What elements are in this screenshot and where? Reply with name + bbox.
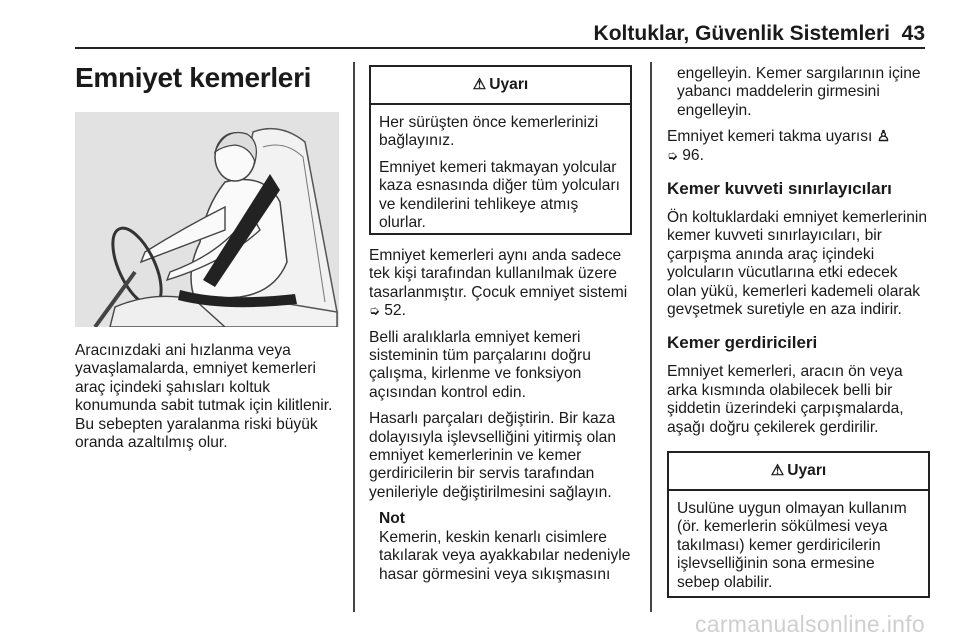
page-number: 43 — [901, 22, 925, 45]
seatbelt-illustration-graphic — [75, 112, 339, 327]
warning-body-2 — [669, 491, 928, 592]
col2-paragraph-3: Hasarlı parçaları değiştirin. Bir kaza dolayısıyla işlevselliğini yitirmiş olan emniyet kemerlerinin ve kemer gerdiricilerin bir servis tarafından yenileriyle değiştirilmesini sağlayın. — [369, 410, 616, 501]
note-text: Kemerin, keskin kenarlı cisimlere takılarak veya ayakkabılar nedeniyle hasar görmesini veya sıkışmasını — [379, 528, 631, 583]
heading-belt-pretensioners: Kemer gerdiricileri — [667, 333, 818, 353]
col2-paragraph-1-text: Emniyet kemerleri aynı anda sadece tek kişi tarafından kullanılmak üzere tasarlanmıştır. Çocuk emniyet sistemi — [369, 247, 628, 301]
warning-triangle-icon: ⚠ — [770, 462, 785, 479]
warning-triangle-icon: ⚠ — [472, 76, 487, 93]
belt-force-limiters-text: Ön koltuklardaki emniyet kemerlerinin kemer kuvveti sınırlayıcıları, bir çarpışma anında araç içindeki yolcuların vücutlarına etki edecek olan yükü, kemerleri kademeli olarak gevşetmek suretiyle en aza indirir. — [667, 209, 927, 319]
page-reference-arrow-icon: ➭ — [369, 303, 380, 319]
reminder-text: Emniyet kemeri takma uyarısı — [667, 128, 873, 146]
warning-title-2: Uyarı — [787, 462, 827, 479]
column-divider-1 — [353, 62, 355, 612]
warning-box-1 — [369, 65, 632, 235]
note-continuation: engelleyin. Kemer sargılarının içine yabancı maddelerin girmesini engelleyin. — [677, 65, 921, 119]
warning-header-2 — [669, 453, 928, 491]
section-title: Emniyet kemerleri — [75, 62, 312, 93]
warning-1-paragraph-2: Emniyet kemeri takmayan yolcular kaza esnasında diğer tüm yolcuları ve kendilerini tehlikeye atmış olurlar. — [379, 158, 620, 232]
running-header-title: Koltuklar, Güvenlik Sistemleri — [593, 22, 890, 45]
column-3-text — [667, 65, 929, 445]
page-reference-96[interactable]: 96. — [682, 146, 704, 164]
column-divider-2 — [650, 62, 652, 612]
warning-body-1 — [371, 105, 630, 232]
col2-paragraph-2: Belli aralıklarla emniyet kemeri sisteminin tüm parçalarını doğru çalışma, kirlenme ve fonksiyon açısından kontrol edin. — [369, 328, 591, 401]
seatbelt-reminder-icon: ♙ — [876, 128, 891, 146]
page-reference-52[interactable]: 52. — [384, 302, 406, 320]
warning-1-paragraph-1: Her sürüşten önce kemerlerinizi bağlayınız. — [379, 114, 599, 150]
reminder-paragraph — [667, 128, 929, 165]
warning-title-1: Uyarı — [489, 76, 529, 93]
note-block — [369, 510, 637, 584]
page-reference-arrow-icon: ➭ — [667, 147, 678, 163]
header-rule — [75, 47, 925, 49]
belt-pretensioners-text: Emniyet kemerleri, aracın ön veya arka kısmında olabilecek belli bir şiddetin üzerindeki çarpışmalarda, aşağı doğru çekilerek gerdirilir. — [667, 363, 904, 436]
intro-paragraph: Aracınızdaki ani hızlanma veya yavaşlamalarda, emniyet kemerleri araç içindeki şahısları koltuk konumunda sabit tutmak için kilitlenir. Bu sebepten yaralanma riski büyük oranda azaltılmış olur. — [75, 342, 333, 452]
warning-2-paragraph-1: Usulüne uygun olmayan kullanım (ör. kemerlerin sökülmesi veya takılması) kemer gerdiricilerin işlevselliğinin sona ermesine sebep olabilir. — [677, 500, 907, 591]
col2-paragraph-1 — [369, 247, 637, 321]
warning-header-1 — [371, 67, 630, 105]
watermark: carmanualsonline.info — [694, 611, 925, 637]
warning-box-2 — [667, 451, 930, 598]
column-2-text — [369, 247, 637, 584]
note-label: Not — [379, 510, 405, 528]
seatbelt-illustration — [75, 112, 339, 327]
column-1-text — [75, 342, 343, 460]
heading-belt-force-limiters: Kemer kuvveti sınırlayıcıları — [667, 179, 892, 199]
